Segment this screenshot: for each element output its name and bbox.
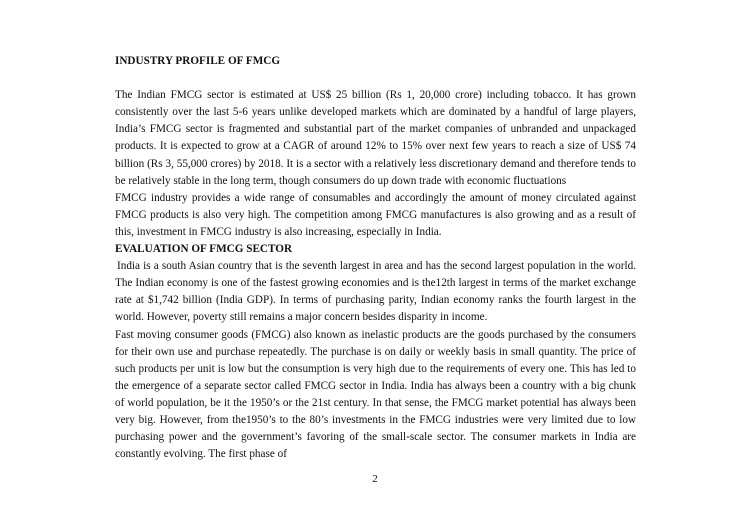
paragraph-market-size: The Indian FMCG sector is estimated at US$ 25 billion (Rs 1, 20,000 crore) including tobacco. It has grown consistently over the last 5-6 years unlike developed markets which are dominated by a handful of large players, India’s FMCG sector is fragmented and substantial part of the market companies of unbranded and unpackaged products. It is expected to grow at a CAGR of around 12% to 15% over next few years to reach a size of US$ 74 billion (Rs 3, 55,000 crores) by 2018. It is a sector with a relatively less discretionary demand and therefore tends to be relatively stable in the long term, though consumers do up down trade with economic fluctuations xyxy=(115,89,636,187)
page-number: 2 xyxy=(372,473,378,485)
section-heading-industry-profile: INDUSTRY PROFILE OF FMCG xyxy=(115,55,281,67)
paragraph-india-economy: India is a south Asian country that is the seventh largest in area and has the second largest population in the world. The Indian economy is one of the fastest growing economies and is the12th largest in terms of the market exchange rate at $1,742 billion (India GDP). In terms of purchasing parity, Indian economy ranks the fourth largest in the world. However, poverty still remains a major concern besides disparity in income. xyxy=(115,260,636,324)
document-body xyxy=(115,53,636,463)
section-heading-evaluation: EVALUATION OF FMCG SECTOR xyxy=(115,243,293,256)
paragraph-fmcg-definition: Fast moving consumer goods (FMCG) also known as inelastic products are the goods purchased by the consumers for their own use and purchase repeatedly. The purchase is on daily or weekly basis in small quantity. The price of such products per unit is low but the consumption is very high due to the requirements of every one. This has led to the emergence of a separate sector called FMCG sector in India. India has always been a country with a big chunk of world population, be it the 1950’s or the 21st century. In that sense, the FMCG market potential has always been very big. However, from the1950’s to the 80’s investments in the FMCG industries were very limited due to low purchasing power and the government’s favoring of the small-scale sector. The consumer markets in India are constantly evolving. The first phase of xyxy=(115,328,636,461)
paragraph-consumables: FMCG industry provides a wide range of consumables and accordingly the amount of money circulated against FMCG products is also very high. The competition among FMCG manufactures is also growing and as a result of this, investment in FMCG industry is also increasing, especially in India. xyxy=(115,191,636,238)
heading-spacer xyxy=(115,70,636,87)
